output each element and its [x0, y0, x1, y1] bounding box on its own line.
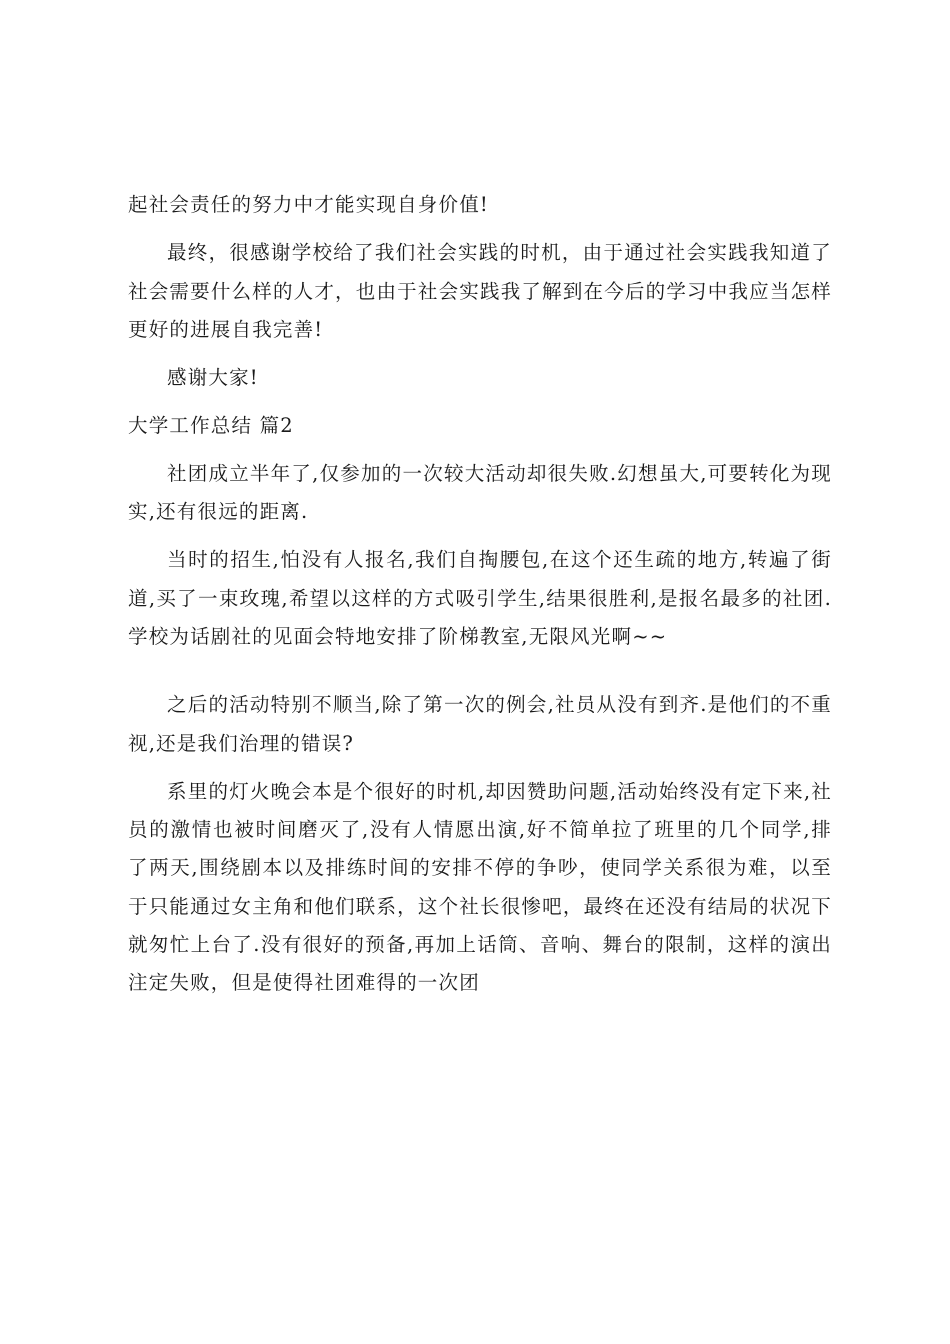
paragraph-activities: 之后的活动特别不顺当,除了第一次的例会,社员从没有到齐.是他们的不重视,还是我们治理的错误? [128, 693, 832, 755]
paragraph-club-founded: 社团成立半年了,仅参加的一次较大活动却很失败.幻想虽大,可要转化为现实,还有很远的距离. [128, 461, 832, 524]
paragraph-evening-party: 系里的灯火晚会本是个很好的时机,却因赞助问题,活动始终没有定下来,社员的激情也被时间磨灭了,没有人情愿出演,好不简单拉了班里的几个同学,排了两天,围绕剧本以及排练时间的安排不停的争吵，使同学关系很为难，以至于只能通过女主角和他们联系，这个社长很惨吧，最终在还没有结局的状况下就匆忙上台了.没有很好的预备,再加上话筒、音响、舞台的限制，这样的演出注定失败，但是使得社团难得的一次团 [128, 779, 832, 995]
paragraph-thanks-all: 感谢大家! [167, 366, 259, 390]
section-heading: 大学工作总结 篇2 [128, 414, 294, 438]
paragraph-recruitment: 当时的招生,怕没有人报名,我们自掏腰包,在这个还生疏的地方,转遍了街道,买了一束玫瑰,希望以这样的方式吸引学生,结果很胜利,是报名最多的社团.学校为话剧社的见面会特地安排了阶梯教室,无限风光啊~~ [128, 548, 832, 648]
paragraph-continuation: 起社会责任的努力中才能实现自身价值! [128, 193, 489, 216]
paragraph-closing-thanks-school: 最终，很感谢学校给了我们社会实践的时机，由于通过社会实践我知道了社会需要什么样的人才，也由于社会实践我了解到在今后的学习中我应当怎样更好的进展自我完善! [128, 241, 832, 341]
document-body [128, 186, 832, 1013]
